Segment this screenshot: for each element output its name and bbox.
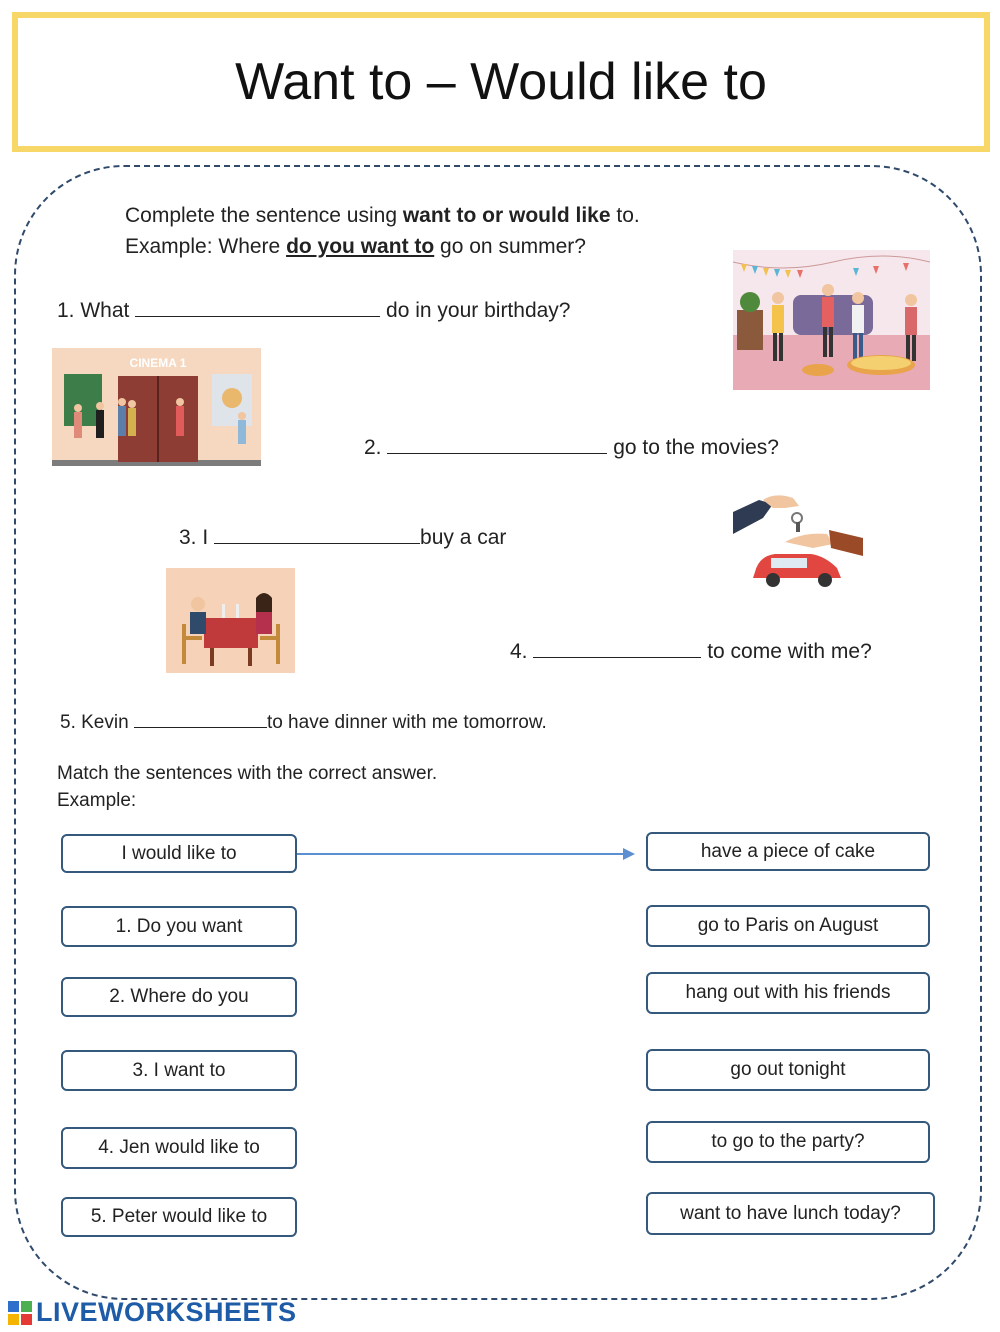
liveworksheets-logo-text: LIVEWORKSHEETS — [36, 1297, 297, 1327]
match-left-3[interactable]: 3. I want to — [61, 1050, 297, 1091]
liveworksheets-logo-icon — [8, 1301, 32, 1325]
match-right-4[interactable]: to go to the party? — [646, 1121, 930, 1163]
question-3-post: buy a car — [420, 526, 507, 549]
match-left-example[interactable]: I would like to — [61, 834, 297, 873]
question-4-post: to come with me? — [701, 640, 872, 663]
instruction-text: Complete the sentence using — [125, 204, 403, 227]
dinner-image — [166, 568, 295, 673]
match-right-2[interactable]: hang out with his friends — [646, 972, 930, 1014]
match-right-5[interactable]: want to have lunch today? — [646, 1192, 935, 1235]
page-title: Want to – Would like to — [235, 53, 767, 111]
question-1-post: do in your birthday? — [380, 299, 571, 322]
instruction-bold: want to or would like — [402, 204, 611, 227]
match-left-1[interactable]: 1. Do you want — [61, 906, 297, 947]
example-arrow — [297, 844, 637, 864]
answer-blank-4[interactable] — [533, 639, 701, 658]
match-example-label: Example: — [57, 790, 137, 811]
question-1 — [57, 298, 571, 323]
question-1-pre: 1. What — [57, 299, 136, 322]
question-3-pre: 3. I — [179, 526, 215, 549]
answer-blank-5[interactable] — [134, 711, 267, 728]
question-5-pre: 5. Kevin — [60, 712, 134, 733]
example-answer: do you want to — [286, 235, 435, 258]
example-text-end: go on summer? — [434, 235, 586, 258]
question-4 — [510, 639, 872, 664]
answer-blank-3[interactable] — [214, 525, 420, 544]
match-left-5[interactable]: 5. Peter would like to — [61, 1197, 297, 1237]
example-line — [125, 235, 586, 259]
example-text: Example: Where — [125, 235, 287, 258]
question-2-post: go to the movies? — [607, 436, 779, 459]
question-4-pre: 4. — [510, 640, 534, 663]
title-box — [12, 12, 990, 152]
question-5 — [60, 711, 547, 734]
question-2 — [364, 435, 779, 460]
match-right-1[interactable]: go to Paris on August — [646, 905, 930, 947]
instruction-line — [125, 204, 640, 228]
cinema-image — [52, 348, 261, 466]
match-right-example[interactable]: have a piece of cake — [646, 832, 930, 871]
question-2-pre: 2. — [364, 436, 388, 459]
answer-blank-2[interactable] — [387, 435, 607, 454]
party-image — [733, 250, 930, 390]
question-5-post: to have dinner with me tomorrow. — [266, 712, 547, 733]
cinema-sign-text: CINEMA 1 — [129, 356, 187, 370]
question-3 — [179, 525, 506, 550]
answer-blank-1[interactable] — [135, 298, 380, 317]
match-left-2[interactable]: 2. Where do you — [61, 977, 297, 1017]
match-instruction: Match the sentences with the correct answer. — [57, 763, 438, 784]
car-keys-image — [733, 486, 863, 594]
match-left-4[interactable]: 4. Jen would like to — [61, 1127, 297, 1169]
instruction-text-end: to. — [610, 204, 640, 227]
liveworksheets-logo — [8, 1297, 297, 1328]
match-right-3[interactable]: go out tonight — [646, 1049, 930, 1091]
